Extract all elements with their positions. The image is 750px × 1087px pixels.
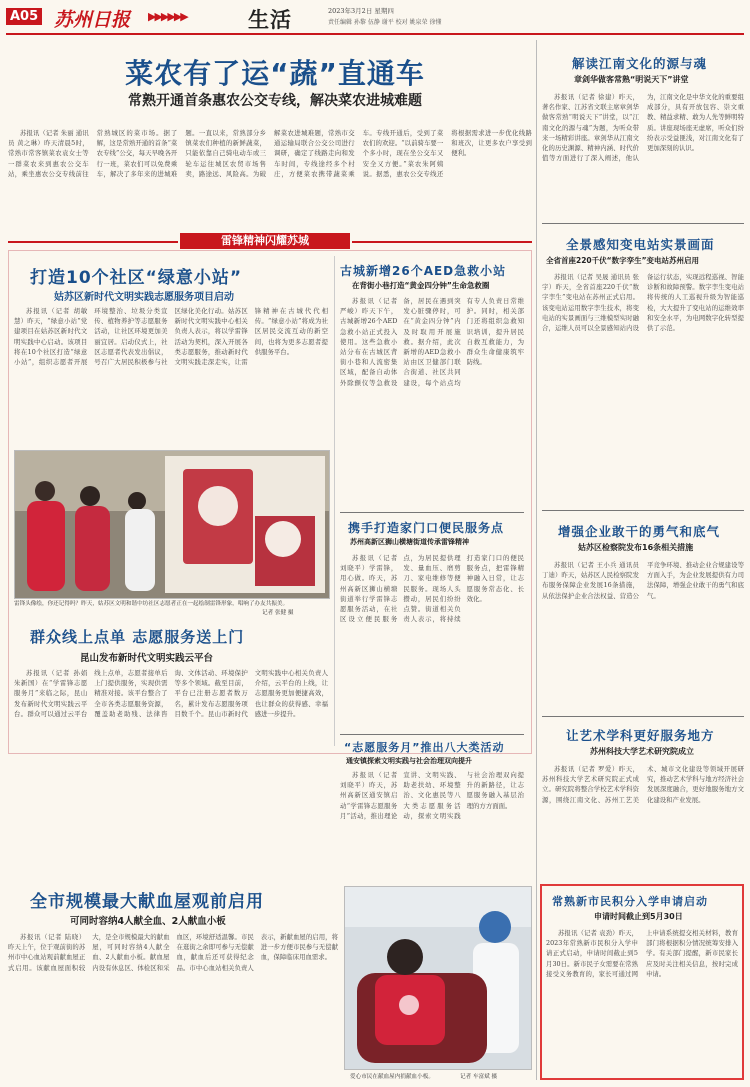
right4-body xyxy=(542,764,744,874)
story5-subhead: 通安镇探索文明实践与社会治理双向提升 xyxy=(346,757,472,765)
story3-headline: 携手打造家门口便民服务点 xyxy=(348,521,505,535)
right5-subhead: 申请时间截止到5月30日 xyxy=(594,912,683,921)
story6-body-text: 苏报讯（记者 陆晓）昨天上午，位于观前街的苏州市中心血站观前献血屋正式启用。该献血屋面积较大，是全市规模最大的献血屋，可同时容纳4人献全血、2人献血小板。献血屋内设有休息区、体检区和采血区，环境舒适温馨。市民在逛街之余即可参与无偿献血，献血后还可获得纪念品。市中心血站相关负责人表示，新献血屋的启用，将进一步方便市民参与无偿献血，保障临床用血需求。 xyxy=(8,933,338,972)
arrow-decoration: ▶▶▶▶▶▶ xyxy=(148,10,187,23)
story2-headline: 古城新增26个AED急救小站 xyxy=(340,264,507,278)
story3-body xyxy=(340,553,524,731)
right2-subhead: 全省首座220千伏“数字孪生”变电站苏州启用 xyxy=(546,256,700,265)
right1-subhead: 章剑华做客常熟“明说天下”讲堂 xyxy=(574,75,689,84)
story1-headline: 打造10个社区“绿意小站” xyxy=(30,268,243,288)
story1-body-text: 苏报讯（记者 胡敏慧）昨天，“绿意小站”党建项目在姑苏区新时代文明实践中心启动。该项目将在10个社区打造“绿意小站”，组织志愿者开展环境整治、垃圾分类宣传、植物养护等志愿服务活动，让社区环境更加美丽宜居。启动仪式上，社区志愿者代表发出倡议，号召广大居民积极参与社区绿化美化行动。姑苏区新时代文明实践中心相关负责人表示，将以学雷锋活动为契机，深入开展各类志愿服务，推动新时代文明实践走深走实，让雷锋精神在古城代代相传。“绿意小站”将成为社区居民交流互动的新空间，也将为更多志愿者提供服务平台。 xyxy=(14,307,328,367)
paper-name: 苏州日报 xyxy=(54,9,131,31)
banner-rule-right xyxy=(352,241,532,243)
right5-body-text: 苏报讯（记者 袁劲）昨天，2023年常熟新市民积分入学申请正式启动，申请时间截止到5月30日。新市民子女需要在常熟接受义务教育的，家长可通过网上申请系统提交相关材料，教育部门将根据积分情况统筹安排入学。有关部门提醒，新市民家长应及时关注相关信息，按时完成申请。 xyxy=(546,929,738,978)
right4-subhead: 苏州科技大学艺术研究院成立 xyxy=(590,747,694,756)
lead-headline: 菜农有了运“蔬”直通车 xyxy=(125,57,425,90)
story6-body xyxy=(8,932,338,1082)
editor-credits: 责任编辑 孙黎 伍静 谢平 校对 姚泉荣 徐懂 xyxy=(328,19,442,26)
story1-subhead: 姑苏区新时代文明实践志愿服务项目启动 xyxy=(54,292,234,303)
story4-body xyxy=(14,668,328,748)
right4-headline: 让艺术学科更好服务地方 xyxy=(566,728,715,743)
volunteers-painting-image xyxy=(15,451,329,598)
story2-body-text: 苏报讯（记者 严峻）昨天下午，古城新增26个AED急救小站正式投入使用。这些急救小站分布在古城区背街小巷和人流密集区域，配备自动体外除颤仪等急救设备，居民在遇到突发心脏骤停时，可在“黄金四分钟”内及时取用开展施救。据介绍，此次新增的AED急救小站由区卫健部门联合街道、社区共同建设，每个站点均有专人负责日常维护。同时，相关部门还将组织急救知识培训，提升居民自救互救能力，为群众生命健康筑牢防线。 xyxy=(340,297,524,387)
right2-body xyxy=(542,272,744,502)
lead-subhead: 常熟开通首条惠农公交专线，解决菜农进城难题 xyxy=(128,93,422,109)
divider-right2-3 xyxy=(542,510,744,511)
story4-body-text: 苏报讯（记者 孙娟 朱新国）在“学雷锋志愿服务月”来临之际，昆山发布新时代文明实践云平台。群众可以通过云平台线上点单，志愿者接单后上门提供服务，实现供需精准对接。该平台整合了全市各类志愿服务资源，覆盖助老助残、法律咨询、文体活动、环境保护等多个领域。截至目前，平台已注册志愿者数万名，累计发布志愿服务项目数千个。昆山市新时代文明实践中心相关负责人介绍，云平台的上线，让志愿服务更加便捷高效，也让群众的获得感、幸福感进一步提升。 xyxy=(14,669,328,718)
right2-headline: 全景感知变电站实景画面 xyxy=(566,237,715,252)
right5-body xyxy=(546,928,738,1074)
page-number: A05 xyxy=(6,8,42,25)
section-title: 生活 xyxy=(248,8,292,32)
story6-photo xyxy=(344,886,532,1070)
divider-right3-4 xyxy=(542,716,744,717)
story6-headline: 全市规模最大献血屋观前启用 xyxy=(30,892,264,912)
story2-subhead: 在背街小巷打造“黄金四分钟”生命急救圈 xyxy=(352,281,490,290)
masthead-rule xyxy=(6,33,744,35)
story2-body xyxy=(340,296,524,506)
issue-date: 2023年3月2日 星期四 xyxy=(328,7,394,15)
story1-photo xyxy=(14,450,330,599)
right3-headline: 增强企业敢干的勇气和底气 xyxy=(558,524,721,539)
right1-headline: 解读江南文化的源与魂 xyxy=(572,56,708,71)
divider-story3-5 xyxy=(340,734,524,735)
masthead xyxy=(0,0,750,34)
lead-body-text: 苏报讯（记者 朱丽 通讯员 黄之琳）昨天清晨5时，常熟市常客镇菜农袁女士等一群菜农来到惠农公交车站，乘坐惠农公交专线前往常熟城区的菜市场。据了解，这是常熟开通的首条“菜农专线”公交，每天早晚各开行一班，菜农们可以免费乘车，解决了多年来的进城难题。一直以来，常熟部分乡镇菜农们种植的新鲜蔬菜，只能依靠自己骑电动车或三轮车运往城区农贸市场售卖，路途远、风险高。为破解菜农进城难题，常熟市交通运输局联合公交公司进行调研，确定了线路走向和发车时间，专线途经多个村庄，方便菜农携带蔬菜乘车。专线开通后，受到了菜农们的欢迎。“以前骑车要一个多小时，现在坐公交车又安全又方便。”菜农朱阿姨说。据悉，惠农公交专线还将根据需求进一步优化线路和班次，让更多农户享受到便利。 xyxy=(8,129,532,178)
right3-body xyxy=(542,560,744,710)
story5-headline: “志愿服务月”推出八大类活动 xyxy=(344,741,505,754)
story1-photo-caption: 雷锋头像绘，你还记得吗？昨天，姑苏区文明和谐中坊社区志愿者正在一起绘制雷锋形象，唱响了办友共振美。 xyxy=(14,601,289,607)
story6-photo-credit: 记者 车富斌 摄 xyxy=(460,1074,498,1080)
story4-subhead: 昆山发布新时代文明实践云平台 xyxy=(80,653,214,664)
story5-body xyxy=(340,770,524,850)
story1-body xyxy=(14,306,328,444)
right1-body-text: 苏报讯（记者 徐建）昨天，著名作家、江苏省文联主席章剑华做客常熟“明说天下”讲堂，以“江南文化的源与魂”为题，为听众带来一场精彩讲座。章剑华从江南文化的历史渊源、精神内涵、时代价值等方面进行了深入阐述，他认为，江南文化是中华文化的重要组成部分，具有开放包容、崇文重教、精益求精、敢为人先等鲜明特质。讲座现场座无虚席，听众们纷纷表示受益匪浅，对江南文化有了更加深刻的认识。 xyxy=(542,93,744,163)
lead-body xyxy=(8,128,532,230)
banner-rule-left xyxy=(8,241,178,243)
right4-body-text: 苏报讯（记者 罗爱）昨天，苏州科技大学艺术研究院正式成立。研究院将整合学校艺术学科资源，围绕江南文化、苏州工艺美术、城市文化建设等领域开展研究，推动艺术学科与地方经济社会发展深度融合，更好地服务地方文化建设和产业发展。 xyxy=(542,765,744,804)
feature-divider xyxy=(334,256,335,746)
blood-donor-image xyxy=(345,887,531,1069)
right1-body xyxy=(542,92,744,214)
story3-subhead: 苏州高新区狮山横塘街道传承雷锋精神 xyxy=(350,538,469,546)
story1-photo-credit: 记者 张健 摄 xyxy=(262,610,294,616)
right3-subhead: 姑苏区检察院发布16条相关措施 xyxy=(578,543,694,552)
story6-photo-caption: 爱心市民在献血屋内捐献血小板。 xyxy=(350,1074,434,1080)
story3-body-text: 苏报讯（记者 刘晓平）学雷锋，用心做。昨天，苏州高新区狮山横塘街道举行学雷锋志愿服务活动，在社区设立便民服务点，为居民提供理发、量血压、磨剪刀、家电维修等便民服务。现场人头攒动，居民们纷纷点赞。街道相关负责人表示，将持续打造家门口的便民服务点，把雷锋精神融入日常，让志愿服务常态化、长效化。 xyxy=(340,554,524,624)
banner-label: 雷锋精神闪耀苏城 xyxy=(180,233,350,249)
right3-body-text: 苏报讯（记者 王小兵 通讯员 丁迪）昨天，姑苏区人民检察院发布服务保障企业发展16条措施，从依法保护企业合法权益、营造公平竞争环境、推动企业合规建设等方面入手，为企业发展提供有力司法保障，增强企业敢干的勇气和底气。 xyxy=(542,561,744,600)
divider-story2-3 xyxy=(340,512,524,513)
right5-headline: 常熟新市民积分入学申请启动 xyxy=(552,895,708,908)
right-column-divider xyxy=(536,40,537,1080)
right2-body-text: 苏报讯（记者 吴晟 通讯员 张宇）昨天，全省首座220千伏“数字孪生”变电站在苏州正式启用。该变电站运用数字孪生技术，将变电站的实景画面与三维模型实时融合，运维人员可以全景感知站内设备运行状态，实现远程巡视、智能诊断和故障预警。数字孪生变电站将传统的人工巡视升级为智能巡检，大大提升了变电站的运维效率和安全水平，为电网数字化转型提供了示范。 xyxy=(542,273,744,333)
divider-right1-2 xyxy=(542,223,744,224)
story6-subhead: 可同时容纳4人献全血、2人献血小板 xyxy=(70,916,226,927)
story5-body-text: 苏报讯（记者 刘晓平）昨天，苏州高新区通安镇启动“学雷锋志愿服务月”活动，推出理论宣讲、文明实践、助老扶幼、环境整治、文化惠民等八大类志愿服务活动，探索文明实践与社会治理双向提升的新路径，让志愿服务融入基层治理的方方面面。 xyxy=(340,771,524,820)
story4-headline: 群众线上点单 志愿服务送上门 xyxy=(30,628,245,646)
